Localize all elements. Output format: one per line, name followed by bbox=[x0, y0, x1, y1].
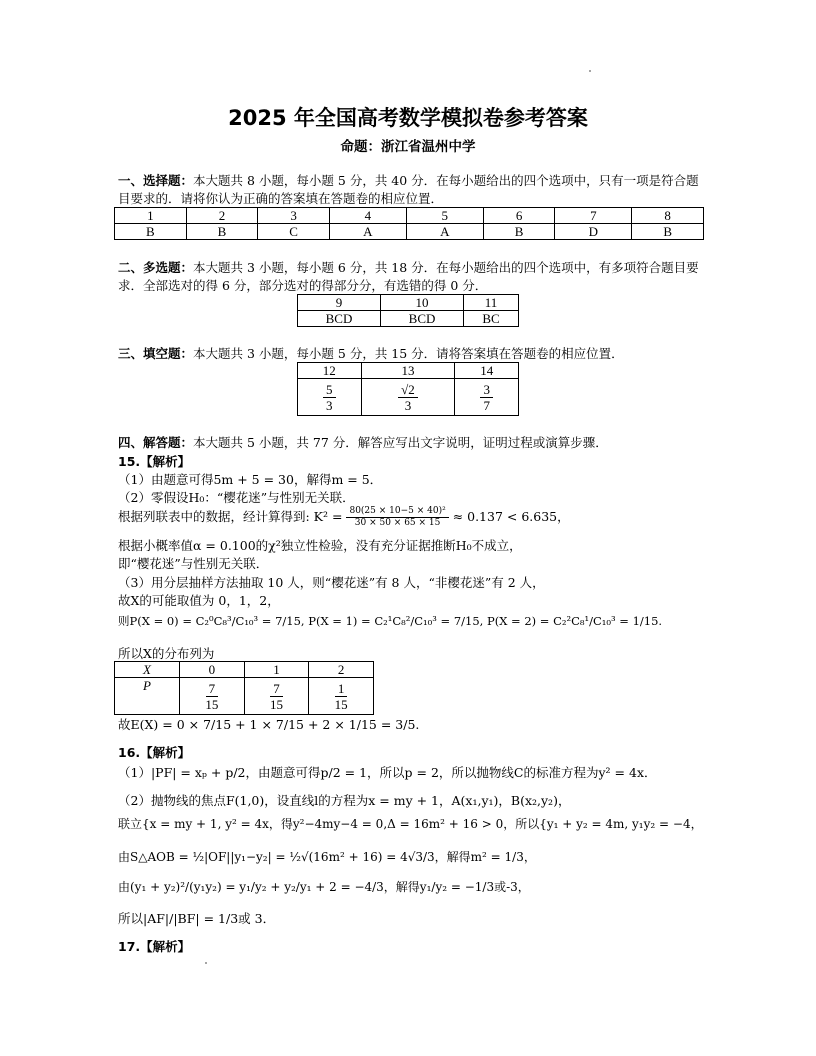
fraction bbox=[270, 681, 283, 712]
q15-line-2: （2）零假设H₀：“樱花迷”与性别无关联． bbox=[118, 490, 355, 505]
table-cell bbox=[298, 379, 362, 416]
fraction-denominator: 3 bbox=[326, 397, 333, 413]
q16-line-1: （1）|PF| = xₚ + p/2，由题意可得p/2 = 1，所以p = 2，所以抛物线C的标准方程为y² = 4x． bbox=[118, 765, 657, 780]
table-cell: 5 bbox=[406, 208, 483, 224]
table-cell: B bbox=[115, 224, 187, 240]
table-cell: BCD bbox=[381, 311, 464, 327]
q15-line-4: 根据小概率值α = 0.100的χ²独立性检验，没有充分证据推断H₀不成立， bbox=[118, 538, 522, 553]
q16-line-6: 所以|AF|/|BF| = 1/3或 3． bbox=[118, 911, 276, 926]
section2-answer-table bbox=[297, 294, 519, 327]
q15-line-9: 所以X的分布列为 bbox=[118, 646, 215, 661]
page-subtitle: 命题：浙江省温州中学 bbox=[340, 139, 476, 155]
table-cell: BCD bbox=[298, 311, 381, 327]
q15-line-5: 即“樱花迷”与性别无关联． bbox=[118, 556, 269, 571]
q16-label-text: 16.【解析】 bbox=[118, 745, 191, 760]
table-cell: BC bbox=[464, 311, 519, 327]
fraction-numerator: 1 bbox=[335, 681, 348, 697]
table-cell: D bbox=[555, 224, 632, 240]
section4-text: 本大题共 5 小题，共 77 分．解答应写出文字说明，证明过程或演算步骤． bbox=[193, 435, 608, 450]
table-cell bbox=[180, 678, 245, 715]
table-cell: 2 bbox=[309, 662, 374, 678]
section3-heading: 三、填空题： bbox=[118, 346, 194, 361]
table-cell: 2 bbox=[186, 208, 258, 224]
table-cell: 12 bbox=[298, 363, 362, 379]
section1-heading: 一、选择题： bbox=[118, 173, 194, 188]
fraction-numerator: 7 bbox=[206, 681, 219, 697]
table-cell: 4 bbox=[329, 208, 406, 224]
table-cell: 0 bbox=[180, 662, 245, 678]
table-cell: 10 bbox=[381, 295, 464, 311]
table-cell bbox=[309, 678, 374, 715]
table-cell bbox=[244, 678, 309, 715]
q16-line-5: 由(y₁ + y₂)²/(y₁y₂) = y₁/y₂ + y₂/y₁ + 2 = −4/3，解得y₁/y₂ = −1/3或-3， bbox=[118, 880, 530, 894]
section2-heading: 二、多选题： bbox=[118, 260, 194, 275]
table-cell: 1 bbox=[244, 662, 309, 678]
k2-denominator: 30 × 50 × 65 × 15 bbox=[354, 518, 441, 528]
section3-intro bbox=[118, 345, 708, 363]
section2-intro bbox=[118, 259, 708, 295]
table-cell: 9 bbox=[298, 295, 381, 311]
q16-line-4: 由S△AOB = ½|OF||y₁−y₂| = ½√(16m² + 16) = 4√3/3，解得m² = 1/3， bbox=[118, 850, 536, 864]
q15-line-10: 故E(X) = 0 × 7/15 + 1 × 7/15 + 2 × 1/15 = 3/5. bbox=[118, 717, 420, 732]
q17-label bbox=[118, 938, 190, 956]
table-cell bbox=[361, 379, 455, 416]
fraction bbox=[335, 681, 348, 712]
fraction-numerator: √2 bbox=[398, 382, 418, 398]
fraction-numerator: 5 bbox=[323, 382, 336, 398]
q15-line-1: （1）由题意可得5m + 5 = 30，解得m = 5． bbox=[118, 472, 383, 487]
q15-line-3-tail: ≈ 0.137 < 6.635， bbox=[448, 509, 570, 524]
table-cell: C bbox=[258, 224, 330, 240]
fraction bbox=[205, 681, 218, 712]
scan-dot bbox=[589, 70, 591, 72]
table-cell: X bbox=[115, 662, 180, 678]
k2-numerator: 80(25 × 10−5 × 40)² bbox=[346, 506, 448, 518]
table-cell: B bbox=[186, 224, 258, 240]
fraction-numerator: 3 bbox=[480, 382, 493, 398]
q15-line-3-lead: 根据列联表中的数据，经计算得到: K² = bbox=[118, 509, 347, 524]
scan-dot bbox=[205, 962, 207, 964]
fraction bbox=[323, 382, 336, 413]
table-cell: A bbox=[329, 224, 406, 240]
table-cell: 13 bbox=[361, 363, 455, 379]
q15-distribution-table bbox=[114, 661, 374, 715]
q17-label-text: 17.【解析】 bbox=[118, 939, 191, 954]
fraction-denominator: 15 bbox=[205, 696, 219, 712]
section2-text: 本大题共 3 小题，每小题 6 分，共 18 分．在每小题给出的四个选项中，有多项符合题目要求．全部选对的得 6 分，部分选对的得部分分，有选错的得 0 分． bbox=[118, 260, 699, 293]
table-cell: B bbox=[632, 224, 704, 240]
section1-answer-table bbox=[114, 207, 704, 240]
table-cell: 11 bbox=[464, 295, 519, 311]
page-title: 2025 年全国高考数学模拟卷参考答案 bbox=[228, 106, 588, 130]
q16-line-3: 联立{x = my + 1, y² = 4x，得y²−4my−4 = 0,Δ = 16m² + 16 > 0，所以{y₁ + y₂ = 4m, y₁y₂ = −4， bbox=[118, 817, 703, 831]
q15-line-7: 故X的可能取值为 0，1，2， bbox=[118, 593, 280, 608]
section1-intro bbox=[118, 172, 708, 208]
section3-answer-table bbox=[297, 362, 519, 416]
table-cell: A bbox=[406, 224, 483, 240]
table-cell: 3 bbox=[258, 208, 330, 224]
q15-line-3 bbox=[118, 503, 570, 531]
q15-line-8: 则P(X = 0) = C₂⁰C₈³/C₁₀³ = 7/15, P(X = 1) = C₂¹C₈²/C₁₀³ = 7/15, P(X = 2) = C₂²C₈¹/C₁₀³ = 1/15. bbox=[118, 614, 663, 628]
section4-heading: 四、解答题： bbox=[118, 435, 194, 450]
table-cell: B bbox=[483, 224, 555, 240]
k2-fraction bbox=[346, 506, 448, 529]
section3-text: 本大题共 3 小题，每小题 5 分，共 15 分．请将答案填在答题卷的相应位置． bbox=[193, 346, 624, 361]
fraction bbox=[398, 382, 418, 413]
table-cell: 7 bbox=[555, 208, 632, 224]
q15-label bbox=[118, 453, 190, 471]
q15-label-text: 15.【解析】 bbox=[118, 454, 191, 469]
q16-label bbox=[118, 744, 190, 762]
table-cell: 6 bbox=[483, 208, 555, 224]
fraction-denominator: 7 bbox=[483, 397, 490, 413]
table-cell: 8 bbox=[632, 208, 704, 224]
fraction bbox=[480, 382, 493, 413]
fraction-denominator: 15 bbox=[269, 696, 283, 712]
fraction-denominator: 3 bbox=[404, 397, 412, 413]
section1-text: 本大题共 8 小题，每小题 5 分，共 40 分．在每小题给出的四个选项中，只有一项是符合题目要求的．请将你认为正确的答案填在答题卷的相应位置． bbox=[118, 173, 699, 206]
section4-intro bbox=[118, 434, 708, 452]
q15-line-6: （3）用分层抽样方法抽取 10 人，则“樱花迷”有 8 人，“非樱花迷”有 2 人， bbox=[118, 575, 545, 590]
q16-line-2: （2）抛物线的焦点F(1,0)，设直线l的方程为x = my + 1，A(x₁,y₁)，B(x₂,y₂)， bbox=[118, 793, 571, 808]
fraction-numerator: 7 bbox=[270, 681, 283, 697]
table-cell bbox=[455, 379, 519, 416]
table-cell: 14 bbox=[455, 363, 519, 379]
fraction-denominator: 15 bbox=[334, 696, 348, 712]
table-cell: 1 bbox=[115, 208, 187, 224]
table-cell: P bbox=[115, 678, 180, 715]
